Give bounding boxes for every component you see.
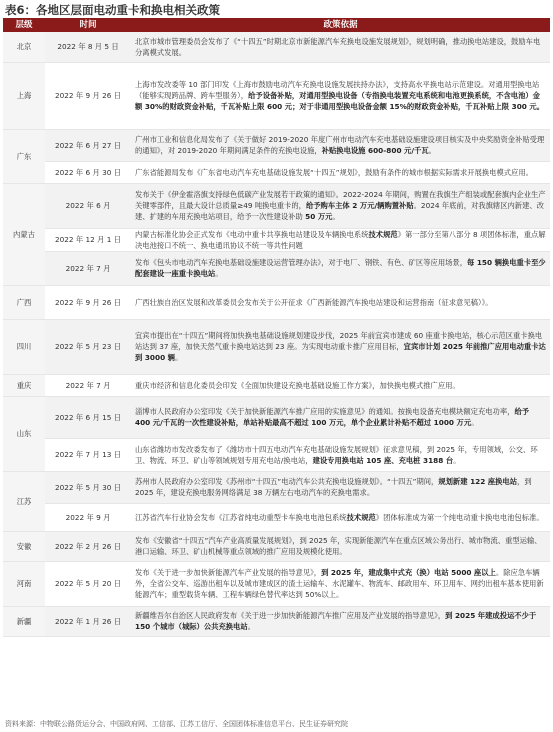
region-cell: 河南 <box>3 561 45 606</box>
table-row <box>3 503 550 531</box>
header-region: 层级 <box>3 18 45 32</box>
region-cell: 广东 <box>3 129 45 183</box>
policy-basis-cell <box>131 129 550 161</box>
region-cell: 内蒙古 <box>3 183 45 285</box>
policy-basis-cell <box>131 62 550 129</box>
policy-text: 。 <box>247 622 255 631</box>
policy-basis-cell <box>131 285 550 319</box>
policy-text-bold: 建设专用换电站 105 座、充电桩 3188 台 <box>312 455 454 465</box>
policy-text: 发布关于《伊金霍洛旗支持绿色低碳产业发展若干政策的通知》。2022-2024 年期间，购置在我旗生产组装或配套旗内企业生产关键零部件，且最大设计总质量≥49 吨换电重卡的， <box>135 190 546 210</box>
date-cell: 2022 年 9 月 <box>45 503 131 531</box>
table-body <box>3 32 550 636</box>
policy-text: 。除应急车辆外，全省公交车、巡游出租车以及城市建成区的渣土运输车、水泥罐车、物流车、邮政用车、环卫用车、网约出租车基本使用新能源汽车；重型载货车辆、工程车辆绿色替代率达到 50%以上。 <box>135 568 544 599</box>
policy-text-bold: 规划新建 122 座换电站 <box>438 477 518 486</box>
table-row <box>3 183 550 228</box>
policy-text: ，到 2025 年，建设充换电服务网络满足 38 万辆左右电动汽车的充换电需求。 <box>135 477 532 497</box>
table-row <box>3 161 550 183</box>
policy-text: 新疆维吾尔自治区人民政府发布《关于进一步加快新能源汽车推广应用及产业发展的指导意见》， <box>135 611 446 620</box>
date-cell: 2022 年 7 月 <box>45 251 131 285</box>
table-row <box>3 374 550 396</box>
policy-basis-cell <box>131 374 550 396</box>
policy-text-bold: 给予 400 元/千瓦的一次性建设补贴，单站补贴最高不超过 100 万元，单个企业累计补贴不超过 1000 万元 <box>135 407 530 427</box>
policy-text: 上海市发改委等 10 部门印发《上海市鼓励电动汽车充换电设施发展扶持办法》，支持高水平换电站示范建设。对通用型换电站（能够实现跨品牌、跨车型服务）， <box>135 80 540 100</box>
policy-basis-cell <box>131 251 550 285</box>
date-cell: 2022 年 5 月 30 日 <box>45 471 131 503</box>
policy-table <box>3 18 550 637</box>
header-time: 时间 <box>45 18 131 32</box>
policy-basis-cell <box>131 606 550 636</box>
policy-text: 。 <box>332 212 340 221</box>
policy-text: 重庆市经济和信息化委员会印发《全面加快建设充换电基础设施工作方案》，加快换电模式推广应用。 <box>135 380 460 390</box>
source-footnote: 资料来源：中物联公路货运分会、中国政府网、工信部、江苏工信厅、全国团体标准信息平台、民生证券研究院 <box>5 720 348 728</box>
region-cell: 新疆 <box>3 606 45 636</box>
table-row <box>3 228 550 251</box>
policy-text: 淄博市人民政府办公室印发《关于加快新能源汽车推广应用的实施意见》的通知。按换电设备充电模块额定充电功率， <box>135 407 515 416</box>
policy-text: 》团体标准成为第一个纯电动重卡换电电池包标准。 <box>375 512 544 522</box>
region-cell: 江苏 <box>3 471 45 531</box>
policy-basis-cell <box>131 438 550 471</box>
policy-text-bold: 到 2025 年建成投运不少于 150 个城市（城际）公共充换电站 <box>135 611 537 631</box>
policy-text: 。 <box>174 353 183 362</box>
region-cell: 广西 <box>3 285 45 319</box>
policy-text: 宜宾市提出在“十四五”期间将加快换电基础设施规划建设步伐，2025 年前宜宾市建成 60 座重卡换电站，核心示范区重卡换电站达到 37 座，加快天然气重卡换电站达到 23 座。为实现电动重卡推广应用目标， <box>135 331 543 351</box>
policy-text: 广东省能源局发布《广东省电动汽车充电基础设施发展“十四五”规划》，鼓励有条件的城市根据实际需求开展换电模式应用。 <box>135 167 533 177</box>
policy-text-bold: 给予购车主体 2 万元/辆购置补贴 <box>305 201 414 210</box>
policy-text-bold: 技术规范 <box>346 512 376 522</box>
date-cell: 2022 年 6 月 30 日 <box>45 161 131 183</box>
date-cell: 2022 年 7 月 13 日 <box>45 438 131 471</box>
table-row <box>3 319 550 374</box>
date-cell: 2022 年 5 月 20 日 <box>45 561 131 606</box>
table-row <box>3 561 550 606</box>
table-row <box>3 129 550 161</box>
policy-text-bold: 50 万元 <box>305 212 333 221</box>
region-cell: 重庆 <box>3 374 45 396</box>
date-cell: 2022 年 7 月 <box>45 374 131 396</box>
region-cell: 四川 <box>3 319 45 374</box>
date-cell: 2022 年 5 月 23 日 <box>45 319 131 374</box>
policy-basis-cell <box>131 32 550 62</box>
date-cell: 2022 年 9 月 26 日 <box>45 285 131 319</box>
table-row <box>3 606 550 636</box>
policy-text: 发布《安徽省“十四五”汽车产业高质量发展规划》，到 2025 年，实现新能源汽车在重点区域公务出行、城市物流、重型运输、港口运输、环卫、矿山机械等重点领域的推广应用及规模化使用。 <box>135 536 542 556</box>
policy-text: 。 <box>428 146 436 155</box>
policy-text: 内蒙古标准化协会正式发布《电动中重卡共享换电站建设及车辆换电系统 <box>135 229 369 239</box>
policy-text-bold: 宜宾市计划 2025 年前推广应用电动重卡达到 3000 辆 <box>135 342 546 362</box>
date-cell: 2022 年 6 月 <box>45 183 131 228</box>
policy-text: 江苏省汽车行业协会发布《江苏省纯电动重型卡车换电电池包系统 <box>135 512 347 522</box>
policy-text: 山东省潍坊市发改委发布了《潍坊市十四五电动汽车充电基础设施发展规划》征求意见稿，到 2025 年，专用领域，公交、环卫、物流、环卫、矿山等领域规划专用充电站/换电站， <box>135 444 538 465</box>
policy-text: 。2024 年底前，对我旗辖区内新建、改建、扩建的车用充换电站项目，给予一次性建设补助 <box>135 201 544 221</box>
policy-text: 。 <box>453 455 461 465</box>
date-cell: 2022 年 6 月 15 日 <box>45 396 131 438</box>
policy-text-bold: 补贴换电设施 600-800 元/千瓦 <box>321 146 429 155</box>
date-cell: 2022 年 2 月 26 日 <box>45 531 131 561</box>
region-cell: 山东 <box>3 396 45 471</box>
policy-text-bold: 到 2025 年，建成集中式充（换）电站 5000 座以上 <box>321 568 496 577</box>
policy-basis-cell <box>131 531 550 561</box>
policy-basis-cell <box>131 396 550 438</box>
policy-text: 》第一部分至第八部分 8 项团体标准，重点解决电池接口不统一、换电通讯协议不统一等共性问题 <box>135 229 546 250</box>
policy-text: 广西壮族自治区发展和改革委员会发布关于公开征求《广西新能源汽车换电站建设和运营指南（征求意见稿）》。 <box>135 297 493 307</box>
table-row <box>3 62 550 129</box>
policy-basis-cell <box>131 503 550 531</box>
policy-text-bold: 每 150 辆换电重卡至少配套建设一座重卡换电站 <box>135 258 546 278</box>
policy-basis-cell <box>131 228 550 251</box>
policy-text: 苏州市人民政府办公室印发《苏州市“十四五”电动汽车公共充换电设施规划》。“十四五”期间， <box>135 477 439 486</box>
region-cell: 上海 <box>3 62 45 129</box>
table-row <box>3 251 550 285</box>
policy-text-bold: 技术规范 <box>368 229 398 239</box>
table-title: 表6：各地区层面电动重卡和换电相关政策 <box>5 3 220 17</box>
date-cell: 2022 年 12 月 1 日 <box>45 228 131 251</box>
policy-text: 广州市工业和信息化局发布了《关于做好 2019-2020 年度广州市电动汽车充电基础设施建设项目核实及中央奖励资金补贴受理的通知》，对 2019-2020 年期间满足条件的充换电设施， <box>135 135 545 155</box>
date-cell: 2022 年 6 月 27 日 <box>45 129 131 161</box>
policy-basis-cell <box>131 319 550 374</box>
policy-text: 。 <box>471 418 479 427</box>
table-row <box>3 438 550 471</box>
date-cell: 2022 年 1 月 26 日 <box>45 606 131 636</box>
policy-text: 。 <box>215 269 223 278</box>
policy-text: 发布《关于进一步加快新能源汽车产业发展的指导意见》， <box>135 568 322 577</box>
date-cell: 2022 年 9 月 26 日 <box>45 62 131 129</box>
header-basis: 政策依据 <box>131 18 550 32</box>
table-row <box>3 531 550 561</box>
date-cell: 2022 年 8 月 5 日 <box>45 32 131 62</box>
policy-basis-cell <box>131 561 550 606</box>
region-cell: 安徽 <box>3 531 45 561</box>
table-row <box>3 396 550 438</box>
policy-basis-cell <box>131 471 550 503</box>
table-row <box>3 32 550 62</box>
policy-text-bold: 给予设备补贴，对通用型换电设备（专指换电装置充电系统和电池更换系统，不含电池）金额 30%的财政资金补贴，千瓦补贴上限 600 元；对于非通用型换电设备金额 15%的财政资金补贴，千瓦补贴上限 300 元。 <box>135 91 544 111</box>
table-row <box>3 285 550 319</box>
region-cell: 北京 <box>3 32 45 62</box>
policy-text: 发布《包头市电动汽车充换电基础设施建设运营管理办法》，对于电厂、钢铁、有色、矿区等应用场景， <box>135 258 468 267</box>
table-row <box>3 471 550 503</box>
policy-basis-cell <box>131 161 550 183</box>
policy-basis-cell <box>131 183 550 228</box>
table-header-row <box>3 18 550 32</box>
policy-text: 北京市城市管理委员会发布了《“十四五”时期北京市新能源汽车充换电设施发展规划》，规划明确，推动换电站建设，鼓励车电分离模式发展。 <box>135 36 541 57</box>
